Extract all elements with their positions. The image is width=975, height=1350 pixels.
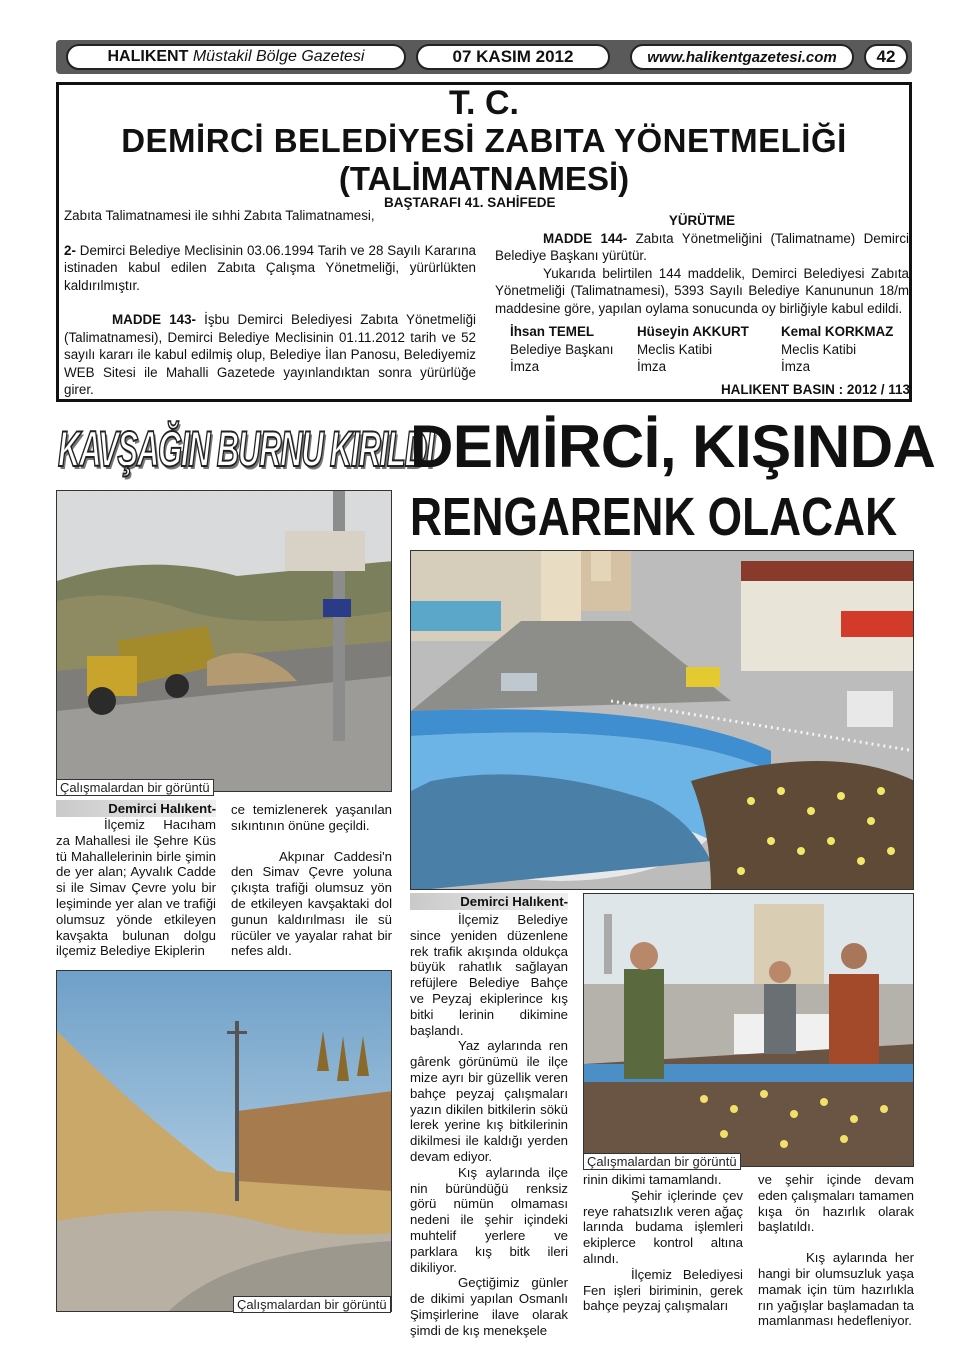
issue-date: 07 KASIM 2012 <box>416 44 610 70</box>
notice-right-column <box>495 212 909 317</box>
right-col1-p3: Kış aylarında ilçe nin büründüğü renksiz görü nümün olmaması nedeni ile şehir içindeki muhtelif yerlere ve parklara kış bitk ileri dikiliyor. <box>410 1164 568 1275</box>
right-col2-p2: Şehir içlerinde çev reye rahatsızlık veren ağaç larında budama işlemleri ekiplerce kontrol altına alındı. <box>583 1187 743 1266</box>
notice-item-2-label: 2- <box>64 242 76 258</box>
photo-caption: Çalışmalardan bir görüntü <box>56 779 214 796</box>
notice-left-p2: Demirci Belediye Meclisinin 03.06.1994 Tarih ve 28 Sayılı Kararına istinaden kabul edilen Zabıta Çalışma Yönetmeliği, yürürlükten kaldırılmıştır. <box>64 242 476 293</box>
road-curve-photo <box>56 970 392 1312</box>
signatory-role: Belediye Başkanı <box>510 341 614 357</box>
continued-note: BAŞTARAFI 41. SAHİFEDE <box>384 195 556 210</box>
left-col2-p2: Akpınar Caddesi'n den Simav Çevre yoluna çıkışta trafiği olumsuz yön de etkileyen kavşaktaki dol gunun kaldırılması ile sü rücüler ve yayalar rahat bir nefes aldı. <box>231 848 392 959</box>
signature-block-1 <box>510 323 635 376</box>
madde-143-label: MADDE 143- <box>112 312 197 327</box>
yurutme-heading: YÜRÜTME <box>668 213 736 228</box>
notice-title-tc: T. C. <box>449 84 519 122</box>
notice-left-p1: Zabıta Talimatnamesi ile sıhhi Zabıta Talimatnamesi, <box>64 208 375 223</box>
signatory-name: Hüseyin AKKURT <box>637 324 749 339</box>
gardeners-photo <box>583 893 914 1167</box>
paper-name: HALIKENT <box>107 48 189 65</box>
signature-block-2 <box>637 323 777 376</box>
right-col3-p1: ve şehir içinde devam eden çalışmaları tamamen kışa ön hazırlık olarak başlatıldı. <box>758 1172 914 1235</box>
left-byline: Demirci Halıkent- <box>56 800 216 817</box>
notice-title-main: DEMİRCİ BELEDİYESİ ZABITA YÖNETMELİĞİ <box>121 122 847 159</box>
right-col2-p1: rinin dikimi tamamlandı. <box>583 1172 722 1187</box>
signatory-sign: İmza <box>781 359 811 374</box>
page-number: 42 <box>864 44 908 70</box>
right-col1-p4: Geçtiğimiz günler de dikimi yapılan Osmanlı Şimşirlerine ilave olarak şimdi de kış menekşele <box>410 1275 568 1338</box>
notice-left-column <box>64 207 476 399</box>
left-story-col2 <box>231 802 392 959</box>
signatory-role: Meclis Katibi <box>781 341 857 357</box>
photo-caption: Çalışmalardan bir görüntü <box>233 1296 391 1313</box>
left-col2-p1: ce temizlenerek yaşanılan sıkıntının önüne geçildi. <box>231 802 392 833</box>
right-col2-p3: İlçemiz Belediyesi Fen işleri biriminin, gerek bahçe peyzaj çalışmaları <box>583 1266 743 1314</box>
left-story-col1 <box>56 817 216 959</box>
right-col1-p1: İlçemiz Belediye since yeniden düzenlene rek trafik akışında oldukça büyük rahatlık sağlayan refüjlere Belediye Bahçe ve Peyzaj ekiplerince kış bitki lerinin dikimine başlandı. <box>410 912 568 1038</box>
right-col1-p2: Yaz aylarında ren gârenk görünümü ile ilçe mize ayrı bir güzellik veren bahçe peyzaj çalışmaları yazın dikilen bitkilerin sökü lerek yerine kış bitkilerinin dikilmesi ile kaldığı yerden devam ediyor. <box>410 1038 568 1164</box>
signatory-role: Meclis Katibi <box>637 341 713 357</box>
notice-footer: HALIKENT BASIN : 2012 / 113 <box>720 382 910 397</box>
right-byline: Demirci Halıkent- <box>410 893 568 910</box>
notice-title-sub: (TALİMATNAMESİ) <box>338 160 630 197</box>
right-headline-2: RENGARENK OLACAK <box>410 487 898 547</box>
construction-photo <box>56 490 392 792</box>
signatory-name: Kemal KORKMAZ <box>781 324 894 339</box>
signatory-sign: İmza <box>637 359 667 374</box>
notice-left-p3: İşbu Demirci Belediyesi Zabıta Yönetmeliği (Talimatnamesi), Demirci Belediye Meclisinin 01.11.2012 tarih ve 52 sayılı kararı ile kabul edilmiş olup, Belediye İlan Panosu, Belediyemiz WEB Sitesi ile Mahalli Gazetede yayınlandıktan sonra yürürlüğe girer. <box>64 312 476 397</box>
madde-144-label: MADDE 144- <box>543 230 628 246</box>
right-story-col1 <box>410 912 568 1339</box>
right-story-col3 <box>758 1172 914 1329</box>
right-story-col2 <box>583 1172 743 1314</box>
right-col3-p2: Kış aylarında her hangi bir olumsuzluk yaşa mamak için tüm hazırlıkla rın yağışlar başlamadan ta mamlanması hedefleniyor. <box>758 1250 914 1329</box>
left-col1-text: İlçemiz Hacıham za Mahallesi ile Şehre Küs tü Mahallelerinin birle şimin de yer alan; Ayvalık Cadde si ile Simav Çevre yolu bir leşiminde yer alan ve trafiği olumsuz yönde etkileyen kavşakta bulunan dolgu ilçemiz Belediye Ekiplerin <box>56 817 216 959</box>
notice-right-p1: Zabıta Yönetmeliğini (Talimatname) Demirci Belediye Başkanı yürütür. <box>495 230 909 263</box>
fountain-street-photo <box>410 550 914 890</box>
signatory-sign: İmza <box>510 359 540 374</box>
website-link[interactable]: www.halikentgazetesi.com <box>630 44 854 70</box>
signatory-name: İhsan TEMEL <box>510 324 595 339</box>
right-headline-1: DEMİRCİ, KIŞINDA <box>410 413 936 480</box>
masthead-pill <box>66 44 406 70</box>
notice-right-p2: Yukarıda belirtilen 144 maddelik, Demirci Belediyesi Zabıta Yönetmeliği (Talimatnamesi), 5393 Sayılı Belediye Kanununun 18/m maddesine göre, yapılan oylama sonucunda oy birliğiyle kabul edildi. <box>495 265 909 316</box>
photo-caption: Çalışmalardan bir görüntü <box>583 1153 741 1170</box>
signature-block-3 <box>781 323 909 376</box>
left-headline: KAVŞAĞIN BURNU KIRILDI <box>58 421 434 477</box>
paper-subtitle: Müstakil Bölge Gazetesi <box>192 48 365 65</box>
